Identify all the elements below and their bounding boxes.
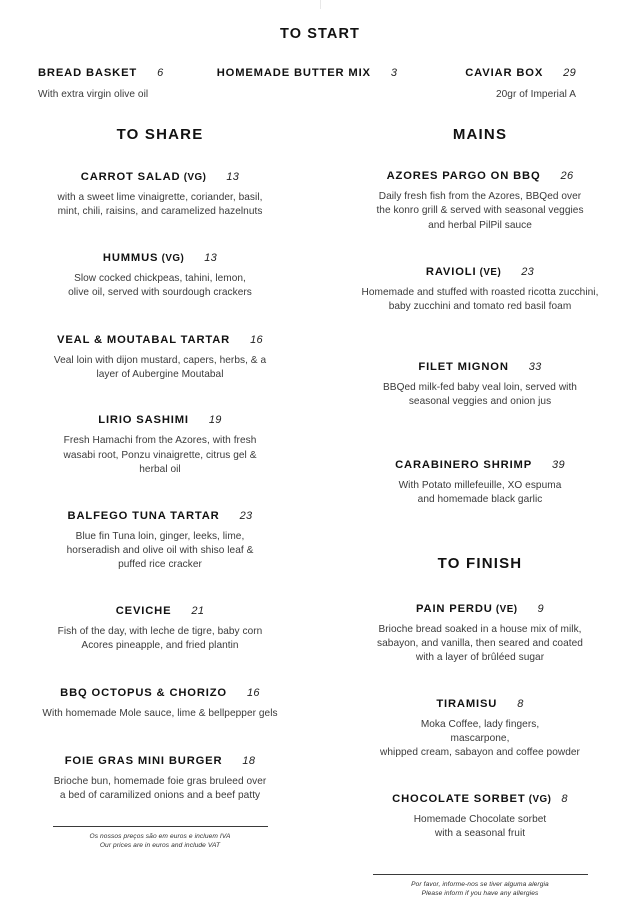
item-name: CEVICHE (115, 604, 172, 617)
menu-item-lirio-sashimi[interactable] (22, 410, 298, 477)
item-title-line (387, 166, 574, 184)
item-price: 16 (250, 334, 263, 347)
item-price: 19 (208, 414, 222, 427)
footer-divider (373, 874, 588, 875)
item-name: CARROT SALAD (VG) (80, 171, 207, 184)
item-title-line (116, 601, 205, 619)
menu-item-azores-pargo-on-bbq[interactable] (342, 166, 618, 233)
item-name: CARABINERO SHRIMP (395, 458, 533, 471)
item-name: LIRIO SASHIMI (98, 414, 189, 427)
menu-item-chocolate-sorbet[interactable] (342, 789, 618, 841)
item-title-line (38, 63, 164, 81)
footer-note-pt: Os nossos preços são em euros e incluem IVA (89, 832, 231, 840)
menu-item-carabinero-shrimp[interactable] (342, 455, 618, 507)
section-title-mains: MAINS (452, 126, 508, 144)
item-price: 39 (552, 458, 565, 471)
footer-allergy-pt: Por favor, informe-nos se tiver alguma alergia (411, 880, 549, 888)
menu-columns (0, 126, 640, 898)
item-description: Brioche bread soaked in a house mix of milk, sabayon, and vanilla, then seared and coated with a layer of brûléed sugar (377, 624, 583, 664)
item-name: PAIN PERDU (VE) (416, 603, 518, 616)
menu-item-ravioli[interactable] (342, 262, 618, 314)
item-description: BBQed milk-fed baby veal loin, served with seasonal veggies and onion jus (383, 382, 577, 408)
menu-item-homemade-butter-mix[interactable] (217, 63, 398, 102)
item-name: BALFEGO TUNA TARTAR (67, 510, 220, 523)
item-description: Slow cocked chickpeas, tahini, lemon, olive oil, served with sourdough crackers (68, 272, 252, 298)
item-title-line (392, 789, 568, 807)
item-title-line (418, 357, 541, 375)
item-name: AZORES PARGO ON BBQ (386, 170, 541, 183)
item-title-line (60, 683, 260, 701)
item-price: 13 (204, 251, 218, 264)
menu-item-veal-moutabal-tartar[interactable] (22, 330, 298, 382)
item-title-line (81, 167, 239, 185)
item-description: With Potato millefeuille, XO espuma and homemade black garlic (398, 479, 562, 505)
item-title-line (68, 506, 253, 524)
item-description: 20gr of Imperial A (495, 89, 576, 100)
item-name: FOIE GRAS MINI BURGER (64, 755, 223, 768)
footer-allergy-note (342, 874, 618, 899)
item-price: 18 (242, 755, 256, 768)
item-description: With extra virgin olive oil (38, 89, 149, 100)
item-price: 16 (246, 687, 260, 700)
column-to-share (0, 126, 320, 898)
item-title-line (98, 410, 221, 428)
item-description: with a sweet lime vinaigrette, coriander, basil, mint, chili, raisins, and caramelized hazelnuts (57, 192, 263, 218)
item-title-line (426, 262, 534, 280)
item-description: Brioche bun, homemade foie gras bruleed over a bed of caramilized onions and a beef patty (53, 776, 267, 802)
item-title-line (465, 63, 576, 81)
item-price: 8 (561, 793, 568, 806)
item-description: Daily fresh fish from the Azores, BBQed over the konro grill & served with seasonal veggies and herbal PilPil sauce (376, 191, 584, 231)
item-description: Homemade and stuffed with roasted ricotta zucchini, baby zucchini and tomato red basil foam (361, 286, 599, 313)
section-title-to-share: TO SHARE (116, 126, 204, 144)
item-price: 33 (528, 361, 542, 374)
menu-item-pain-perdu[interactable] (342, 599, 618, 666)
footer-divider (53, 826, 268, 827)
item-price: 6 (157, 67, 164, 79)
menu-item-filet-mignon[interactable] (342, 357, 618, 409)
menu-item-balfego-tuna-tartar[interactable] (22, 506, 298, 573)
item-price: 3 (390, 67, 398, 79)
item-name: CHOCOLATE SORBET (VG) (392, 793, 552, 806)
item-description: Moka Coffee, lady fingers, mascarpone, whipped cream, sabayon and coffee powder (380, 718, 580, 759)
column-mains-and-finish (320, 126, 640, 898)
item-name: TIRAMISU (436, 697, 498, 710)
item-description: With homemade Mole sauce, lime & bellpepper gels (42, 708, 278, 720)
item-name: VEAL & MOUTABAL TARTAR (57, 334, 231, 347)
item-price: 23 (239, 510, 253, 523)
item-title-line (65, 751, 256, 769)
item-description: Fish of the day, with leche de tigre, baby corn Acores pineapple, and fried plantin (57, 625, 263, 651)
menu-item-bread-basket[interactable] (30, 63, 217, 102)
item-price: 8 (517, 697, 524, 710)
item-description: Homemade Chocolate sorbet with a seasonal fruit (413, 814, 547, 840)
item-description: Veal loin with dijon mustard, capers, herbs, & a layer of Aubergine Moutabal (53, 355, 267, 381)
menu-item-bbq-octopus-chorizo[interactable] (22, 683, 298, 721)
section-title-to-finish: TO FINISH (437, 555, 523, 573)
item-name: RAVIOLI (VE) (425, 265, 502, 278)
item-title-line (103, 248, 217, 266)
page-registration-tick (320, 0, 321, 9)
footer-prices-note (22, 826, 298, 851)
menu-item-tiramisu[interactable] (342, 694, 618, 761)
item-name: BBQ OCTOPUS & CHORIZO (60, 687, 227, 700)
item-name: HUMMUS (VG) (102, 251, 185, 264)
item-name: HOMEMADE BUTTER MIX (216, 67, 371, 79)
item-title-line (416, 599, 544, 617)
footer-allergy-en: Please inform if you have any allergies (421, 890, 539, 898)
item-title-line (57, 330, 263, 348)
item-description: Blue fin Tuna loin, ginger, leeks, lime, horseradish and olive oil with shiso leaf & puffed rice cracker (66, 531, 254, 571)
item-title-line (436, 694, 523, 712)
section-title-to-start: TO START (280, 26, 360, 42)
menu-item-foie-gras-mini-burger[interactable] (22, 751, 298, 803)
item-price: 13 (226, 171, 240, 184)
menu-item-caviar-box[interactable] (397, 63, 610, 102)
item-price: 23 (521, 265, 535, 278)
item-price: 26 (560, 170, 574, 183)
item-title-line (217, 63, 398, 81)
item-name: CAVIAR BOX (465, 67, 544, 79)
menu-item-hummus[interactable] (22, 248, 298, 300)
section-to-start (0, 0, 640, 102)
item-title-line (395, 455, 565, 473)
item-name: BREAD BASKET (38, 67, 138, 79)
menu-item-carrot-salad[interactable] (22, 167, 298, 219)
item-name: FILET MIGNON (418, 361, 509, 374)
item-price: 29 (563, 67, 576, 79)
item-price: 21 (191, 604, 205, 617)
menu-item-ceviche[interactable] (22, 601, 298, 653)
to-start-row (0, 63, 640, 102)
item-description: Fresh Hamachi from the Azores, with fresh wasabi root, Ponzu vinaigrette, citrus gel & herbal oil (63, 435, 257, 475)
footer-note-en: Our prices are in euros and include VAT (99, 842, 221, 850)
item-price: 9 (537, 603, 544, 616)
